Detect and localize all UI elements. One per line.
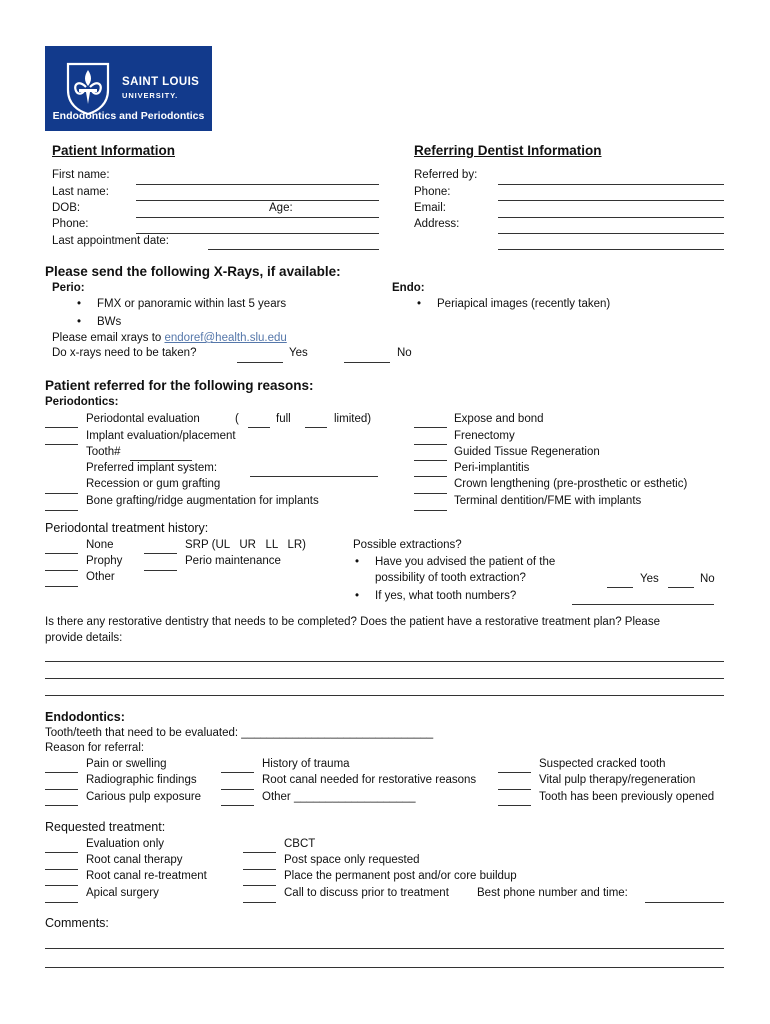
- dentist-address-field-2[interactable]: [498, 249, 724, 250]
- logo-university-word: UNIVERSITY.: [122, 91, 179, 100]
- peri-implantitis-blank[interactable]: [414, 476, 447, 477]
- root-canal-therapy-label: Root canal therapy: [86, 854, 183, 866]
- last-name-field[interactable]: [136, 200, 379, 201]
- frenectomy-label: Frenectomy: [454, 430, 515, 442]
- crown-lengthening-label: Crown lengthening (pre-prosthetic or esthetic): [454, 478, 688, 490]
- first-name-field[interactable]: [136, 184, 379, 185]
- perio-eval-limited-blank[interactable]: [305, 427, 327, 428]
- xrays-yes-blank[interactable]: [237, 362, 283, 363]
- extraction-no-label: No: [700, 573, 715, 585]
- trauma-history-label: History of trauma: [262, 758, 350, 770]
- extraction-yes-blank[interactable]: [607, 587, 633, 588]
- xrays-no-blank[interactable]: [344, 362, 390, 363]
- post-core-blank[interactable]: [243, 885, 276, 886]
- expose-bond-blank[interactable]: [414, 427, 447, 428]
- perio-history-heading: Periodontal treatment history:: [45, 521, 209, 535]
- email-xrays-text: [52, 332, 287, 344]
- call-discuss-label: Call to discuss prior to treatment: [284, 887, 449, 899]
- cbct-label: CBCT: [284, 838, 316, 850]
- comments-heading: Comments:: [45, 916, 109, 930]
- endo-xray-label: Endo:: [392, 282, 425, 294]
- referring-dentist-heading: Referring Dentist Information: [414, 143, 602, 158]
- last-name-label: Last name:: [52, 186, 109, 198]
- extraction-yes-label: Yes: [640, 573, 659, 585]
- tooth-eval-label[interactable]: Tooth/teeth that need to be evaluated: ______________________________: [45, 727, 434, 739]
- cracked-tooth-blank[interactable]: [498, 772, 531, 773]
- gtr-blank[interactable]: [414, 460, 447, 461]
- previously-opened-label: Tooth has been previously opened: [539, 791, 715, 803]
- restorative-details-line3[interactable]: [45, 695, 724, 696]
- xrays-heading: Please send the following X-Rays, if available:: [45, 264, 341, 279]
- perio-eval-label: Periodontal evaluation: [86, 413, 200, 425]
- call-discuss-blank[interactable]: [243, 902, 276, 903]
- best-phone-label: Best phone number and time:: [477, 887, 628, 899]
- history-prophy-blank[interactable]: [45, 570, 78, 571]
- vital-pulp-label: Vital pulp therapy/regeneration: [539, 774, 696, 786]
- first-name-label: First name:: [52, 169, 110, 181]
- evaluation-only-blank[interactable]: [45, 852, 78, 853]
- retreatment-blank[interactable]: [45, 885, 78, 886]
- terminal-dentition-blank[interactable]: [414, 510, 447, 511]
- apical-surgery-blank[interactable]: [45, 902, 78, 903]
- xrays-needed-question: Do x-rays need to be taken?: [52, 347, 197, 359]
- email-xrays-prefix: Please email xrays to: [52, 332, 165, 344]
- perio-xray-item-bws: • BWs: [97, 316, 121, 328]
- dentist-email-field[interactable]: [498, 217, 724, 218]
- history-none-blank[interactable]: [45, 553, 78, 554]
- history-prophy-label: Prophy: [86, 555, 123, 567]
- peri-implantitis-label: Peri-implantitis: [454, 462, 530, 474]
- reasons-heading: Patient referred for the following reasons:: [45, 378, 314, 393]
- history-none-label: None: [86, 539, 114, 551]
- dentist-address-field-1[interactable]: [498, 233, 724, 234]
- dob-age-field[interactable]: [136, 217, 379, 218]
- logo-university-name: SAINT LOUIS: [122, 76, 200, 88]
- comments-line1[interactable]: [45, 948, 724, 949]
- carious-exposure-blank[interactable]: [45, 805, 78, 806]
- frenectomy-blank[interactable]: [414, 444, 447, 445]
- dentist-phone-label: Phone:: [414, 186, 451, 198]
- possible-extractions-label: Possible extractions?: [353, 539, 462, 551]
- dentist-email-label: Email:: [414, 202, 446, 214]
- gtr-label: Guided Tissue Regeneration: [454, 446, 600, 458]
- retreatment-label: Root canal re-treatment: [86, 870, 207, 882]
- restorative-question-line2: provide details:: [45, 632, 123, 644]
- crown-lengthening-blank[interactable]: [414, 493, 447, 494]
- root-canal-restorative-blank[interactable]: [221, 789, 254, 790]
- preferred-implant-label: Preferred implant system:: [86, 462, 218, 474]
- restorative-question-line1: Is there any restorative dentistry that needs to be completed? Does the patient have a restorative treatment plan? Please: [45, 616, 660, 628]
- pain-swelling-blank[interactable]: [45, 772, 78, 773]
- endo-other-label: Other ___________________: [262, 791, 416, 803]
- evaluation-only-label: Evaluation only: [86, 838, 164, 850]
- radiographic-findings-blank[interactable]: [45, 789, 78, 790]
- expose-bond-label: Expose and bond: [454, 413, 544, 425]
- age-label: Age:: [269, 202, 293, 214]
- recession-label: Recession or gum grafting: [86, 478, 221, 490]
- carious-exposure-label: Carious pulp exposure: [86, 791, 202, 803]
- which-teeth-label: • If yes, what tooth numbers?: [375, 590, 516, 602]
- referred-by-label: Referred by:: [414, 169, 478, 181]
- slu-logo: [45, 46, 212, 131]
- perio-eval-paren: (: [235, 413, 239, 425]
- advised-extraction-line2: possibility of tooth extraction?: [375, 572, 526, 584]
- vital-pulp-blank[interactable]: [498, 789, 531, 790]
- last-appointment-field[interactable]: [208, 249, 379, 250]
- last-appointment-label: Last appointment date:: [52, 235, 169, 247]
- referred-by-field[interactable]: [498, 184, 724, 185]
- history-other-blank[interactable]: [45, 586, 78, 587]
- pain-swelling-label: Pain or swelling: [86, 758, 167, 770]
- dentist-address-label: Address:: [414, 218, 460, 230]
- perio-eval-blank[interactable]: [45, 427, 78, 428]
- radiographic-findings-label: Radiographic findings: [86, 774, 197, 786]
- post-space-blank[interactable]: [243, 869, 276, 870]
- post-core-label: Place the permanent post and/or core buildup: [284, 870, 517, 882]
- history-maintenance-blank[interactable]: [144, 570, 177, 571]
- recession-blank[interactable]: [45, 493, 78, 494]
- apical-surgery-label: Apical surgery: [86, 887, 159, 899]
- trauma-history-blank[interactable]: [221, 772, 254, 773]
- advised-extraction-line1: • Have you advised the patient of the: [375, 556, 555, 568]
- cracked-tooth-label: Suspected cracked tooth: [539, 758, 666, 770]
- requested-treatment-heading: Requested treatment:: [45, 820, 166, 834]
- bone-grafting-blank[interactable]: [45, 510, 78, 511]
- history-other-label: Other: [86, 571, 115, 583]
- tooth-number-field[interactable]: [130, 460, 192, 461]
- post-space-label: Post space only requested: [284, 854, 420, 866]
- xray-email-link[interactable]: endoref@health.slu.edu: [164, 332, 287, 344]
- implant-eval-label: Implant evaluation/placement: [86, 430, 236, 442]
- best-phone-field[interactable]: [645, 902, 724, 903]
- endodontics-heading: Endodontics:: [45, 710, 125, 724]
- dentist-phone-field[interactable]: [498, 200, 724, 201]
- reason-referral-label: Reason for referral:: [45, 742, 145, 754]
- periodontics-label: Periodontics:: [45, 396, 119, 408]
- patient-info-heading: Patient Information: [52, 143, 176, 158]
- patient-phone-field[interactable]: [136, 233, 379, 234]
- perio-eval-full-blank[interactable]: [248, 427, 270, 428]
- history-srp-blank[interactable]: [144, 553, 177, 554]
- xrays-no-label: No: [397, 347, 412, 359]
- perio-eval-limited-label: limited): [334, 413, 372, 425]
- patient-phone-label: Phone:: [52, 218, 89, 230]
- which-teeth-field[interactable]: [572, 604, 714, 605]
- tooth-number-label: Tooth#: [86, 446, 121, 458]
- restorative-details-line2[interactable]: [45, 678, 724, 679]
- extraction-no-blank[interactable]: [668, 587, 694, 588]
- terminal-dentition-label: Terminal dentition/FME with implants: [454, 495, 642, 507]
- perio-eval-full-label: full: [276, 413, 291, 425]
- endo-other-blank[interactable]: [221, 805, 254, 806]
- implant-eval-blank[interactable]: [45, 444, 78, 445]
- cbct-blank[interactable]: [243, 852, 276, 853]
- restorative-details-line1[interactable]: [45, 661, 724, 662]
- root-canal-therapy-blank[interactable]: [45, 869, 78, 870]
- root-canal-restorative-label: Root canal needed for restorative reasons: [262, 774, 477, 786]
- history-srp-label: SRP (UL UR LL LR): [185, 539, 306, 551]
- previously-opened-blank[interactable]: [498, 805, 531, 806]
- comments-line2[interactable]: [45, 967, 724, 968]
- perio-xray-item-fmx: • FMX or panoramic within last 5 years: [97, 298, 286, 310]
- bone-grafting-label: Bone grafting/ridge augmentation for implants: [86, 495, 319, 507]
- logo-department: Endodontics and Periodontics: [52, 110, 205, 122]
- dob-label: DOB:: [52, 202, 81, 214]
- perio-xray-label: Perio:: [52, 282, 85, 294]
- xrays-yes-label: Yes: [289, 347, 308, 359]
- endo-xray-item-periapical: • Periapical images (recently taken): [437, 298, 610, 310]
- preferred-implant-field[interactable]: [250, 476, 378, 477]
- history-maintenance-label: Perio maintenance: [185, 555, 281, 567]
- fleur-de-lis-shield-icon: [63, 60, 113, 116]
